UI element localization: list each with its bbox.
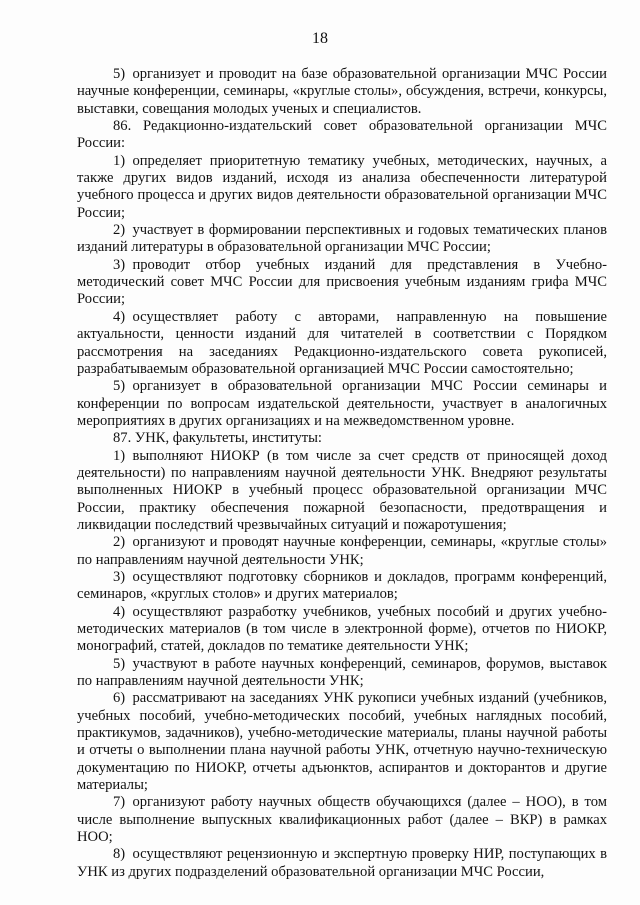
paragraph-86-2: 2) участвует в формировании перспективных и годовых тематических планов изданий литературы в образовательной организации МЧС России; xyxy=(77,222,607,256)
paragraph-86-4: 4) осуществляет работу с авторами, направленную на повышение актуальности, ценности изданий для читателей в соответствии с Порядком рассмотрения на заседаниях Редакционно-издательского совета рукописей, разрабатываемым образовательной организацией МЧС России самостоятельно; xyxy=(77,308,607,377)
paragraph-86-5: 5) организует в образовательной организации МЧС России семинары и конференции по вопросам издательской деятельности, участвует в аналогичных мероприятиях в других организациях и на межведомственном уровне. xyxy=(77,378,607,429)
document-body xyxy=(77,66,607,881)
paragraph-87-2: 2) организуют и проводят научные конференции, семинары, «круглые столы» по направлениям научной деятельности УНК; xyxy=(77,534,607,568)
paragraph-87-3: 3) осуществляют подготовку сборников и докладов, программ конференций, семинаров, «круглых столов» и других материалов; xyxy=(77,568,607,603)
paragraph-5-conferences: 5) организует и проводит на базе образовательной организации МЧС России научные конференции, семинары, «круглые столы», обсуждения, встречи, конкурсы, выставки, совещания молодых ученых и специалистов. xyxy=(77,66,607,117)
paragraph-87-6: 6) рассматривают на заседаниях УНК рукописи учебных изданий (учебников, учебных пособий, учебно-методических пособий, учебных наглядных пособий, практикумов, задачников), учебно-методические материалы, планы научной работы и отчеты о выполнении плана научной работы УНК, отчетную научно-техническую документацию по НИОКР, отчеты адъюнктов, аспирантов и докторантов и другие материалы; xyxy=(77,690,607,794)
paragraph-86-3: 3) проводит отбор учебных изданий для представления в Учебно-методический совет МЧС России для присвоения учебным изданиям грифа МЧС России; xyxy=(77,256,607,308)
page-number: 18 xyxy=(312,30,328,47)
paragraph-87-1: 1) выполняют НИОКР (в том числе за счет средств от приносящей доход деятельности) по направлениям научной деятельности УНК. Внедряют результаты выполненных НИОКР в учебный процесс образовательной организации МЧС России, практику обеспечения пожарной безопасности, предотвращения и ликвидации последствий чрезвычайных ситуаций и пожаротушения; xyxy=(77,447,607,533)
paragraph-87-5: 5) участвуют в работе научных конференций, семинаров, форумов, выставок по направлениям научной деятельности УНК; xyxy=(77,655,607,690)
section-86-heading: 86. Редакционно-издательский совет образовательной организации МЧС России: xyxy=(77,118,607,152)
paragraph-87-4: 4) осуществляют разработку учебников, учебных пособий и других учебно-методических материалов (в том числе в электронной форме), отчетов по НИОКР, монографий, статей, докладов по тематике деятельности УНК; xyxy=(77,603,607,655)
paragraph-87-7: 7) организуют работу научных обществ обучающихся (далее – НОО), в том числе выполнение выпускных квалификационных работ (далее – ВКР) в рамках НОО; xyxy=(77,794,607,846)
section-87-heading: 87. УНК, факультеты, институты: xyxy=(113,430,322,447)
paragraph-87-8: 8) осуществляют рецензионную и экспертную проверку НИР, поступающих в УНК из других подразделений образовательной организации МЧС России, xyxy=(77,846,607,880)
paragraph-86-1: 1) определяет приоритетную тематику учебных, методических, научных, а также других видов изданий, исходя из анализа обеспеченности литературой учебного процесса и других видов деятельности образовательной организации МЧС России; xyxy=(77,152,607,221)
